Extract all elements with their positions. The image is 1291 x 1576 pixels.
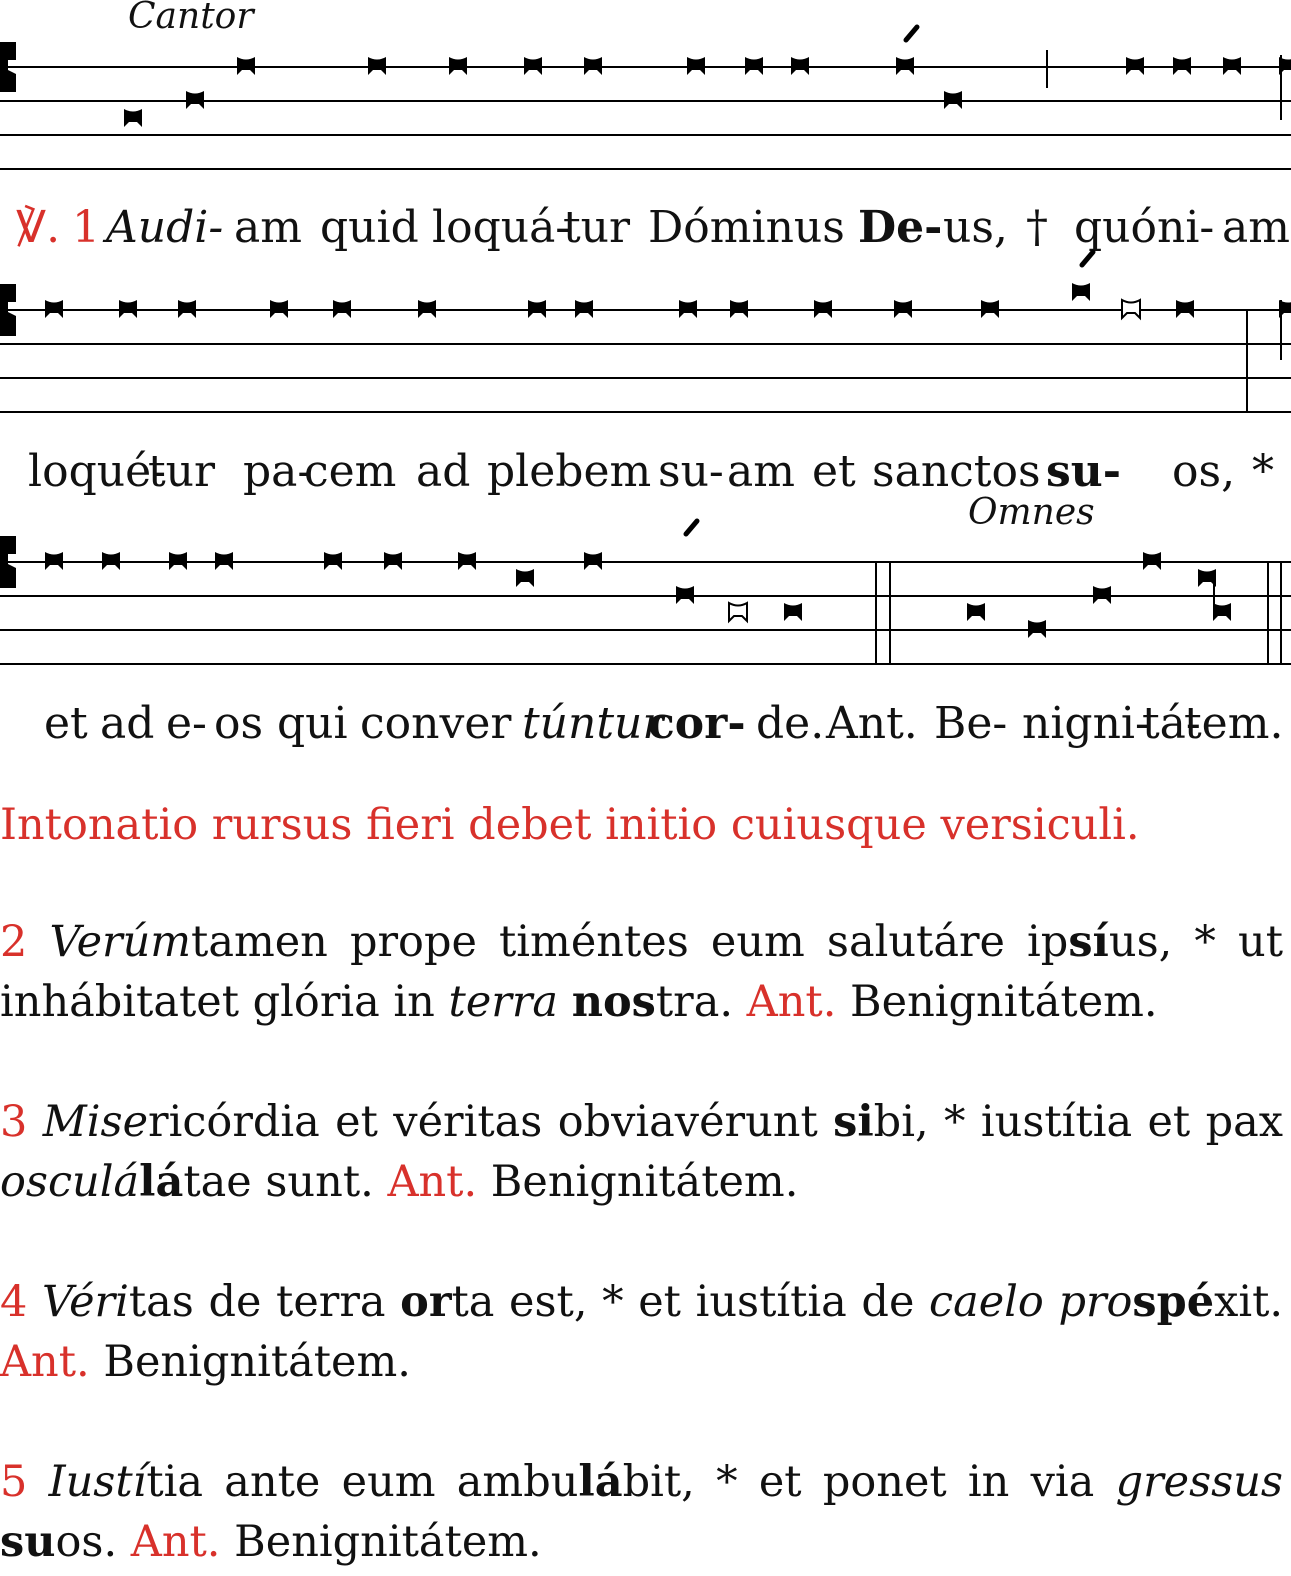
square-note	[237, 57, 255, 75]
rubric-instruction: Intonatio rursus fieri debet initio cuiusque versiculi.	[0, 800, 1140, 850]
square-note	[119, 300, 137, 318]
verse-number: 5	[0, 1457, 49, 1507]
square-note	[1173, 57, 1191, 75]
syllable: os	[214, 698, 264, 749]
square-note	[1126, 57, 1144, 75]
syllable: ad	[416, 446, 471, 497]
syllable: am	[727, 446, 795, 497]
square-note	[528, 300, 546, 318]
square-note	[169, 552, 187, 570]
syllable: su-	[1046, 446, 1122, 497]
ictus-mark	[1082, 252, 1093, 265]
square-note	[584, 552, 602, 570]
verse-text: lá	[139, 1157, 184, 1207]
square-note	[384, 552, 402, 570]
square-note	[186, 91, 204, 109]
syllable: quóni-	[1074, 202, 1215, 253]
syllable: de.	[756, 698, 825, 749]
verse-text: us, * ut inhábitatet glória in	[0, 917, 1283, 1027]
square-note	[418, 300, 436, 318]
antiphon-cue: Ant.	[130, 1517, 221, 1567]
hollow-note	[1122, 300, 1140, 318]
verse-text: bit, * et ponet in via	[622, 1457, 1116, 1507]
square-note	[516, 569, 534, 587]
syllable: Dóminus	[648, 202, 845, 253]
syllable: plebem	[487, 446, 652, 497]
square-note	[981, 300, 999, 318]
antiphon-incipit: Benignitátem.	[220, 1517, 542, 1567]
square-note	[1213, 603, 1231, 621]
antiphon-incipit: Benignitátem.	[477, 1157, 799, 1207]
square-note	[449, 57, 467, 75]
verse-text: Mise	[42, 1097, 149, 1147]
square-note	[894, 300, 912, 318]
verse-text: ta est, * et iustítia de	[451, 1277, 930, 1327]
chant-staff-3	[0, 490, 1291, 670]
verse-text: terra	[448, 977, 559, 1027]
chant-staff-2	[0, 240, 1291, 420]
verse-text: or	[400, 1277, 452, 1327]
verse-text: caelo pro	[929, 1277, 1133, 1327]
staff-2-svg	[0, 240, 1291, 420]
verse-paragraph-4	[0, 1272, 1283, 1392]
verse-paragraph-3	[0, 1092, 1283, 1212]
square-note	[730, 300, 748, 318]
square-note	[102, 552, 120, 570]
square-note	[45, 552, 63, 570]
syllable: tem.	[1184, 698, 1284, 749]
syllable: os,	[1172, 446, 1236, 497]
square-note	[178, 300, 196, 318]
cantor-label: Cantor	[128, 0, 254, 37]
verse-text: ricórdia et véritas obviavérunt	[148, 1097, 834, 1147]
square-note	[1028, 620, 1046, 638]
square-note	[584, 57, 602, 75]
square-note	[679, 300, 697, 318]
syllable: et	[44, 698, 88, 749]
square-note	[745, 57, 763, 75]
square-note	[45, 300, 63, 318]
square-note	[124, 109, 142, 127]
verse-text: Verúm	[49, 917, 192, 967]
square-note	[458, 552, 476, 570]
verse-text: xit.	[1214, 1277, 1284, 1327]
syllable: sanctos	[872, 446, 1041, 497]
syllable: Be-	[934, 698, 1008, 749]
syllable: conver	[360, 698, 512, 749]
verse-text: bi, * iustítia et pax	[873, 1097, 1283, 1147]
verse-text: osculá	[0, 1157, 140, 1207]
syllable: am	[234, 202, 302, 253]
lyric-line-3	[0, 698, 1291, 752]
square-note	[215, 552, 233, 570]
verse-text: si	[833, 1097, 874, 1147]
verse-text: su	[0, 1517, 56, 1567]
syllable: nigni-	[1022, 698, 1150, 749]
square-note	[368, 57, 386, 75]
verse-number: 3	[0, 1097, 43, 1147]
square-note	[967, 603, 985, 621]
syllable: Audi-	[106, 202, 224, 253]
syllable: Ant.	[826, 698, 918, 749]
square-note	[333, 300, 351, 318]
syllable: loqué-	[28, 446, 166, 497]
square-note	[687, 57, 705, 75]
antiphon-incipit: Benignitátem.	[836, 977, 1158, 1027]
square-note	[524, 57, 542, 75]
square-note	[1198, 569, 1216, 587]
syllable: et	[812, 446, 856, 497]
syllable: tá-	[1142, 698, 1201, 749]
verse-text: gressus	[1115, 1457, 1283, 1507]
syllable: ad	[100, 698, 155, 749]
verse-text: tra.	[655, 977, 747, 1027]
verse-number: 2	[0, 917, 50, 967]
verse-text: nos	[571, 977, 656, 1027]
square-note	[270, 300, 288, 318]
omnes-label: Omnes	[968, 492, 1095, 533]
verse-number-1: 1	[72, 202, 100, 253]
verse-text: tae sunt.	[183, 1157, 388, 1207]
square-note	[1279, 57, 1291, 75]
syllable: quid	[320, 202, 419, 253]
square-note	[896, 57, 914, 75]
syllable: tur	[563, 202, 631, 253]
verse-paragraph-2	[0, 912, 1283, 1032]
verse-paragraph-5	[0, 1452, 1283, 1572]
syllable: cor-	[648, 698, 746, 749]
square-note	[1093, 586, 1111, 604]
hollow-note	[729, 603, 747, 621]
verse-text: os.	[55, 1517, 131, 1567]
syllable: su-	[658, 446, 724, 497]
antiphon-cue: Ant.	[0, 1337, 90, 1387]
syllable: cem	[304, 446, 397, 497]
verse-text: sí	[1068, 917, 1109, 967]
antiphon-cue: Ant.	[387, 1157, 478, 1207]
syllable: qui	[277, 698, 348, 749]
ictus-mark	[686, 521, 697, 534]
square-note	[791, 57, 809, 75]
square-note	[1072, 283, 1090, 301]
square-note	[784, 603, 802, 621]
verse-number: 4	[0, 1277, 42, 1327]
syllable: loquá-	[432, 202, 571, 253]
syllable: am	[1222, 202, 1290, 253]
verse-text: tas de terra	[128, 1277, 401, 1327]
syllable: túntur	[522, 698, 664, 749]
verse-text: Iustí	[48, 1457, 147, 1507]
square-note	[324, 552, 342, 570]
verse-text	[558, 977, 572, 1027]
antiphon-incipit: Benignitátem.	[89, 1337, 411, 1387]
dagger-mark: †	[1026, 202, 1048, 253]
asterisk-mark: *	[1252, 446, 1274, 497]
verse-text: spé	[1132, 1277, 1215, 1327]
versicle-symbol: ℣.	[16, 202, 61, 253]
antiphon-cue: Ant.	[746, 977, 837, 1027]
square-note	[1143, 552, 1161, 570]
syllable: pa-	[243, 446, 313, 497]
verse-text: tamen prope timéntes eum salutáre ip	[191, 917, 1069, 967]
verse-text: lá	[578, 1457, 623, 1507]
staff-3-svg	[0, 490, 1291, 670]
verse-text: tia ante eum ambu	[146, 1457, 579, 1507]
square-note	[676, 586, 694, 604]
verse-text: Véri	[41, 1277, 129, 1327]
syllable: e-	[166, 698, 207, 749]
square-note	[1279, 300, 1291, 318]
ictus-mark	[906, 27, 917, 40]
staff-2-notes	[45, 283, 1291, 318]
square-note	[1223, 57, 1241, 75]
square-note	[575, 300, 593, 318]
square-note	[1176, 300, 1194, 318]
syllable: tur	[148, 446, 216, 497]
square-note	[944, 91, 962, 109]
syllable: De-	[858, 202, 943, 253]
syllable: us,	[943, 202, 1008, 253]
square-note	[814, 300, 832, 318]
